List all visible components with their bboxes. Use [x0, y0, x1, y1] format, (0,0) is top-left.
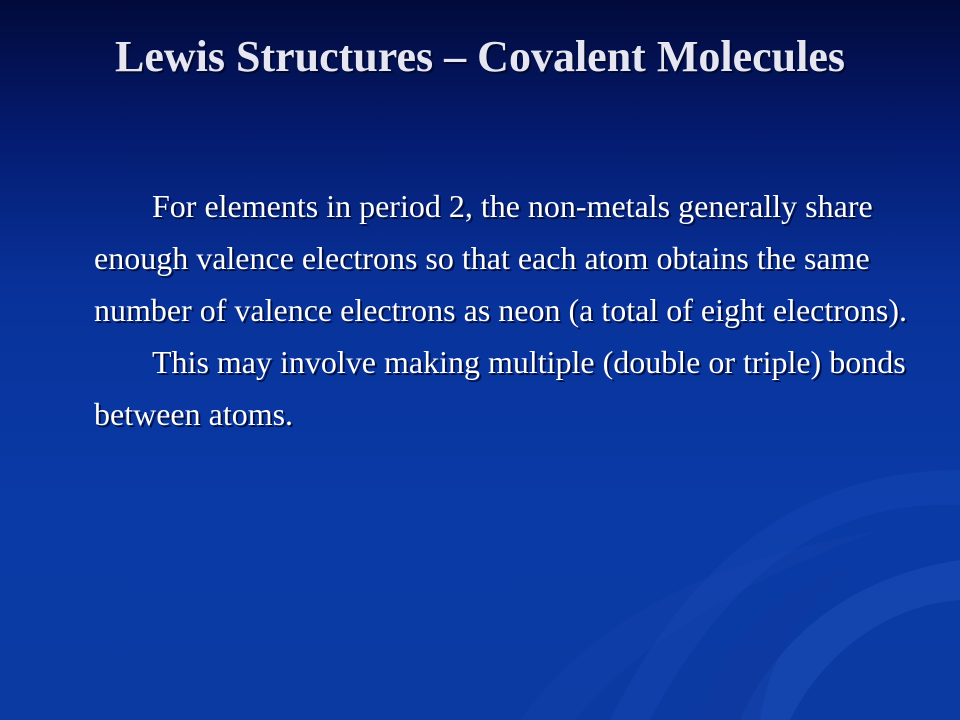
slide-body: [94, 180, 914, 440]
paragraph-multiple-bonds: This may involve making multiple (double or triple) bonds between atoms.: [94, 344, 906, 432]
paragraph-period-2-sharing: For elements in period 2, the non-metals generally share enough valence electrons so that each atom obtains the same number of valence electrons as neon (a total of eight electrons).: [94, 188, 907, 328]
slide-title: Lewis Structures – Covalent Molecules: [115, 32, 845, 81]
